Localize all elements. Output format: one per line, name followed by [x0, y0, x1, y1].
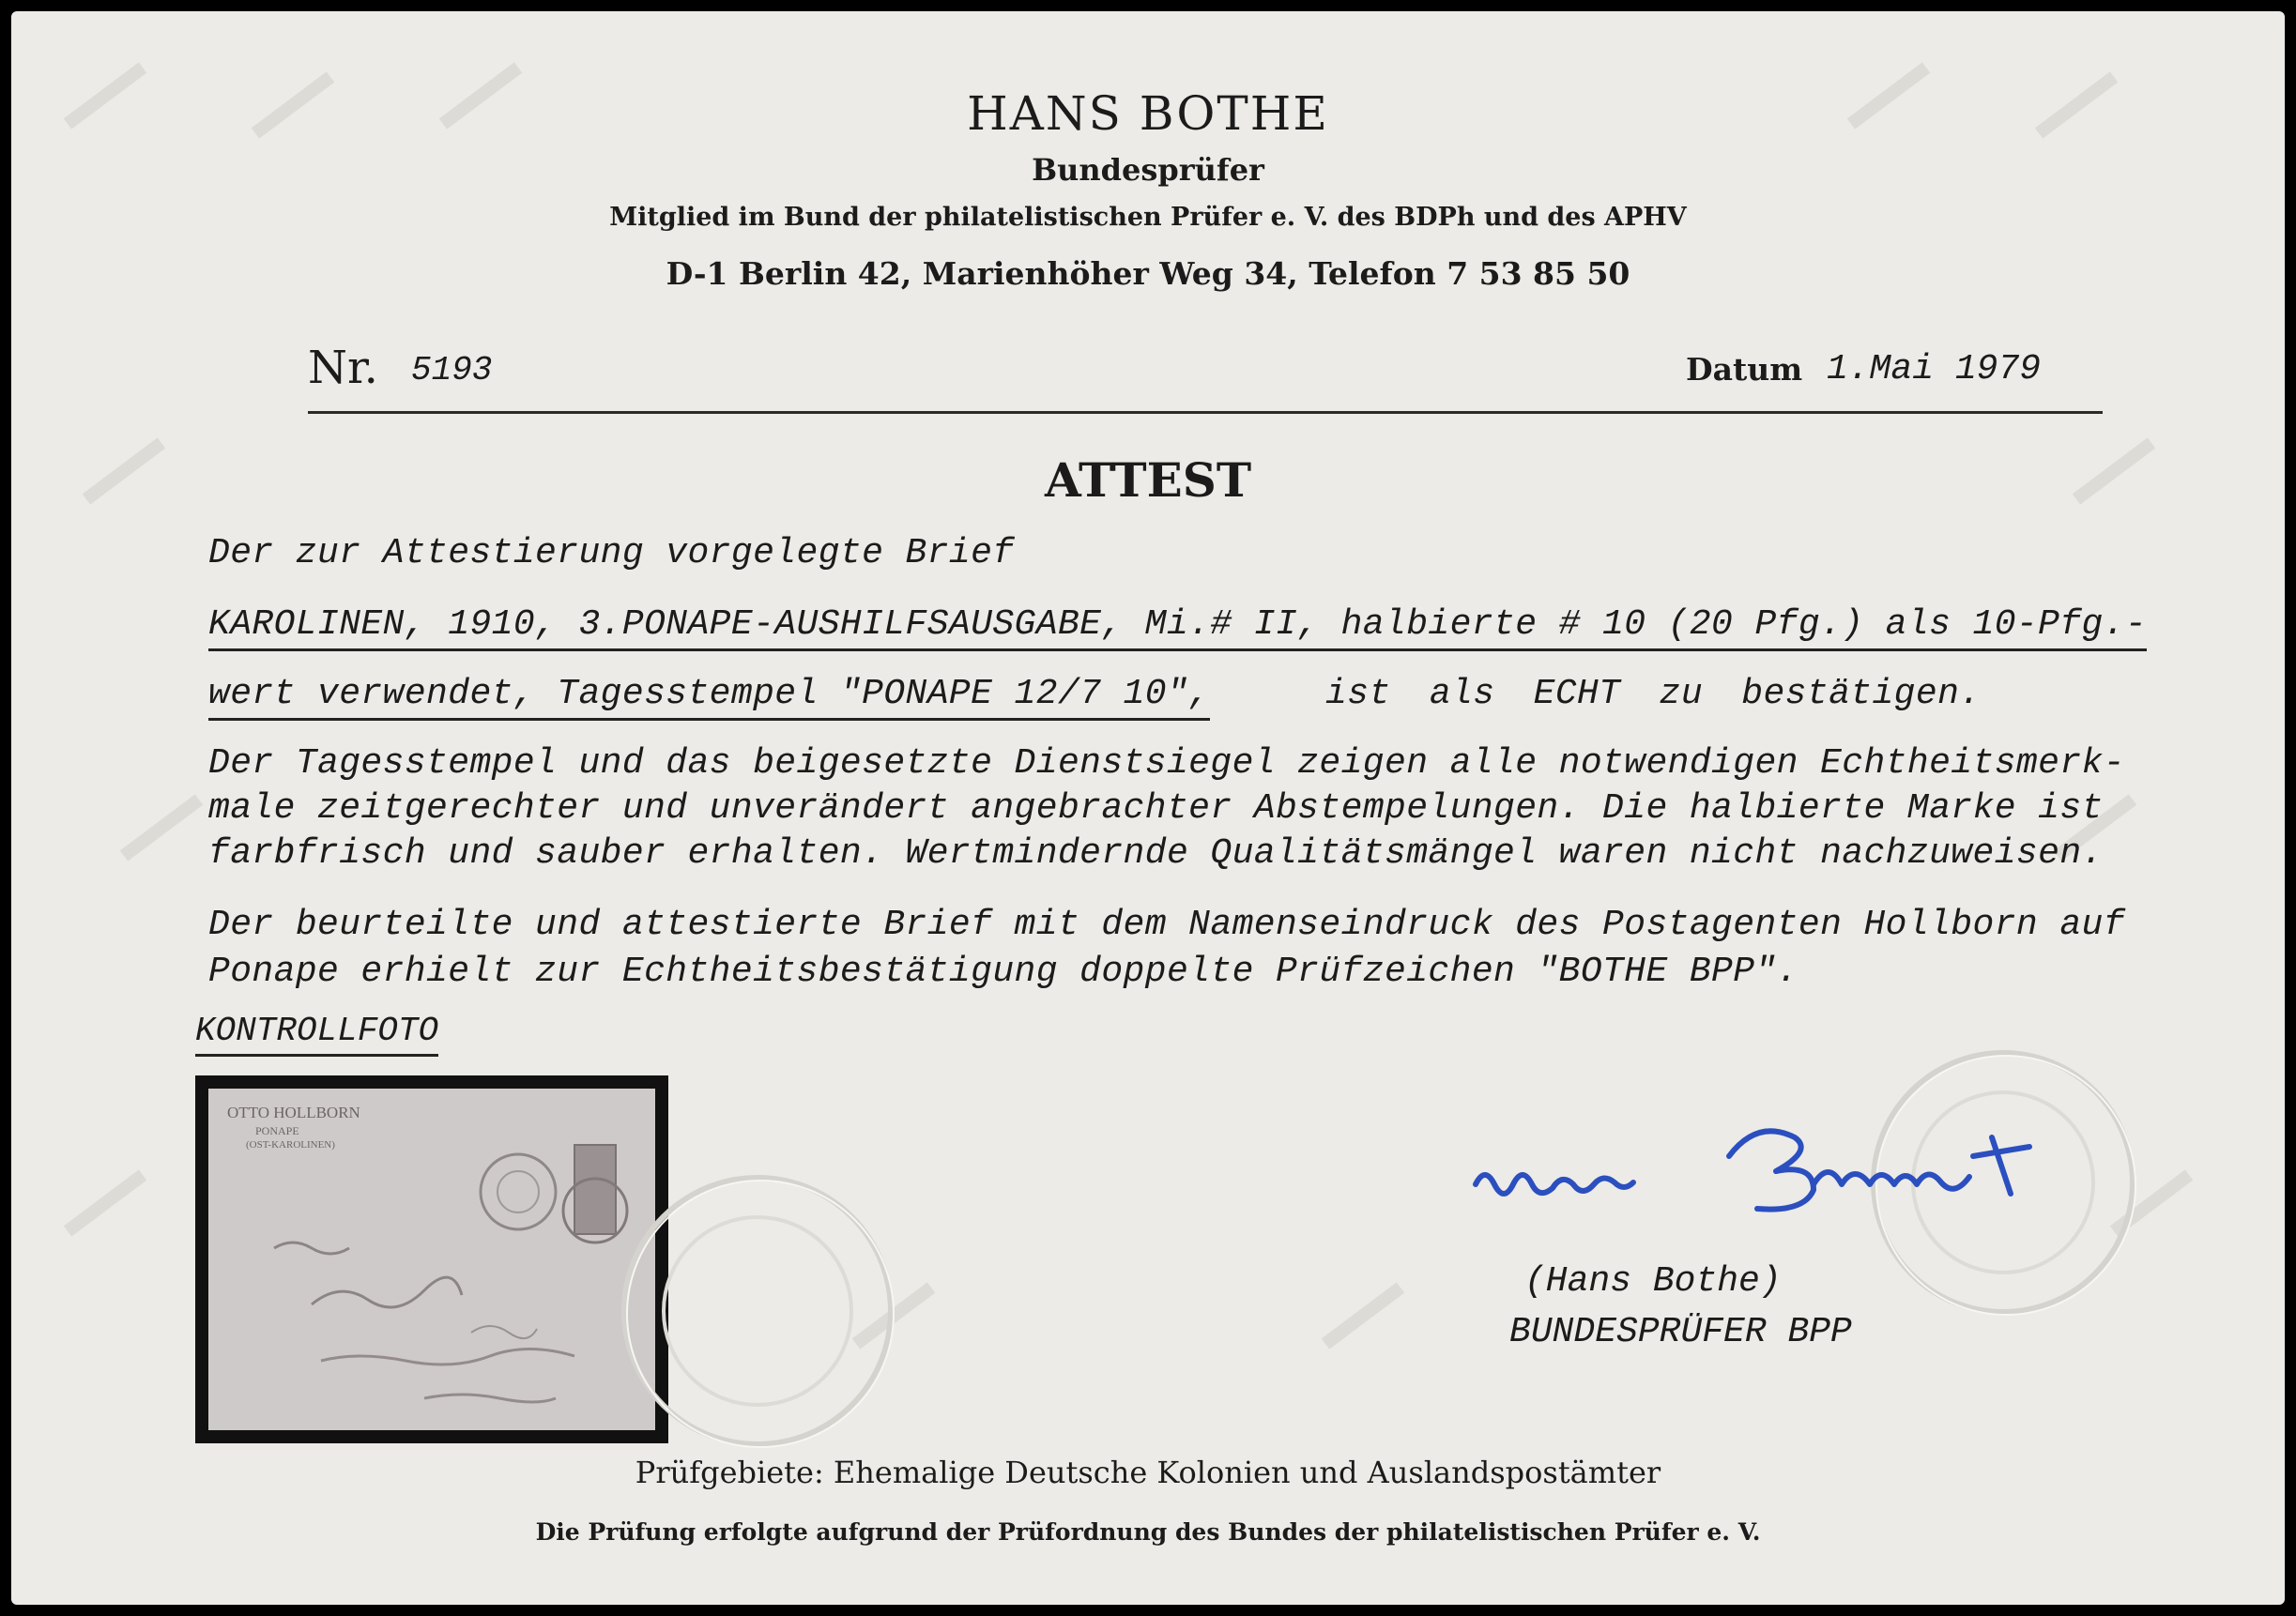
embossed-seal-left [612, 1166, 903, 1456]
header-divider [308, 411, 2103, 414]
paragraph-1-line-1: Der Tagesstempel und das beigesetzte Dienstsiegel zeigen alle notwendigen Echtheitsmerk- [208, 743, 2125, 784]
control-photo-label: KONTROLLFOTO [195, 1012, 438, 1057]
cover-sender-name: OTTO HOLLBORN [227, 1104, 360, 1121]
paragraph-1-line-3: farbfrisch und sauber erhalten. Wertmindernde Qualitätsmängel waren nicht nachzuweisen. [208, 833, 2104, 874]
item-line-2-underlined: wert verwendet, Tagesstempel "PONAPE 12/7 10", [208, 674, 1210, 721]
paragraph-1-line-2: male zeitgerechter und unverändert angebrachter Abstempelungen. Die halbierte Marke ist [208, 788, 2104, 829]
control-photo [195, 1075, 668, 1443]
cover-sender-region: (OST-KAROLINEN) [246, 1139, 335, 1151]
letterhead-title: Bundesprüfer [1032, 152, 1264, 188]
signatory-title: BUNDESPRÜFER BPP [1509, 1312, 1852, 1352]
cover-sender-place: PONAPE [255, 1124, 299, 1137]
paragraph-2-line-2: Ponape erhielt zur Echtheitsbestätigung doppelte Prüfzeichen "BOTHE BPP". [208, 952, 1799, 992]
attest-title: ATTEST [1044, 452, 1252, 508]
intro-line: Der zur Attestierung vorgelegte Brief [208, 533, 1015, 573]
number-value: 5193 [411, 351, 493, 389]
letterhead-name: HANS BOTHE [967, 86, 1329, 141]
letterhead-membership: Mitglied im Bund der philatelistischen Prüfer e. V. des BDPh und des APHV [609, 203, 1687, 232]
item-line-2-rest: ist als ECHT zu bestätigen. [1325, 674, 1982, 714]
paragraph-2-line-1: Der beurteilte und attestierte Brief mit dem Namenseindruck des Postagenten Hollborn auf [208, 905, 2125, 945]
date-value: 1.Mai 1979 [1827, 349, 2042, 389]
handwritten-signature [1447, 1100, 2086, 1231]
footer-areas: Prüfgebiete: Ehemalige Deutsche Kolonien und Auslandspostämter [635, 1455, 1661, 1490]
letterhead-address: D-1 Berlin 42, Marienhöher Weg 34, Telefon 7 53 85 50 [666, 255, 1630, 292]
cover-markings [208, 1089, 655, 1430]
number-label: Nr. [308, 342, 378, 394]
item-line-1: KAROLINEN, 1910, 3.PONAPE-AUSHILFSAUSGABE, Mi.# II, halbierte # 10 (20 Pfg.) als 10-Pfg.- [208, 604, 2147, 651]
certificate-sheet [11, 11, 2285, 1605]
signatory-name: (Hans Bothe) [1524, 1261, 1782, 1302]
footer-note: Die Prüfung erfolgte aufgrund der Prüfordnung des Bundes der philatelistischen Prüfer e. V. [535, 1518, 1761, 1546]
cover-image [208, 1089, 655, 1430]
date-label: Datum [1686, 351, 1803, 388]
